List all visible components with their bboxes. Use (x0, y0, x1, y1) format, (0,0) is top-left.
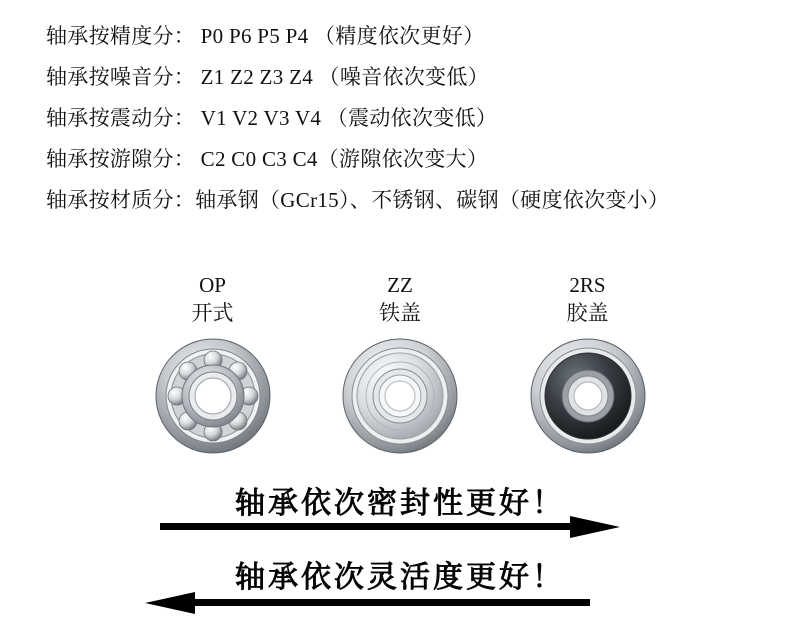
statement-flexibility-text: 轴承依次灵活度更好！ (235, 560, 565, 595)
spec-line-vibration: 轴承按震动分： V1 V2 V3 V4 （震动依次变低） (46, 106, 498, 130)
arrow-left-icon (0, 592, 800, 614)
bearing-figure-row (130, 272, 670, 456)
arrow-right-icon (0, 516, 800, 538)
bearing-figure-open (130, 272, 295, 456)
bearing-name-shielded: 铁盖 (379, 301, 421, 325)
statement-sealing-text: 轴承依次密封性更好！ (235, 486, 565, 521)
rubber-seal-bearing-icon (505, 336, 670, 456)
spec-line-material: 轴承按材质分：轴承钢（GCr15）、不锈钢、碳钢（硬度依次变小） (46, 188, 670, 212)
bearing-code-open: OP (199, 273, 226, 297)
bearing-figure-shielded (318, 272, 483, 456)
bearing-name-sealed: 胶盖 (566, 301, 609, 325)
spec-line-precision: 轴承按精度分： P0 P6 P5 P4 （精度依次更好） (46, 24, 485, 48)
specification-list (46, 16, 766, 221)
spec-line-clearance: 轴承按游隙分： C2 C0 C3 C4（游隙依次变大） (46, 147, 489, 171)
spec-line-noise: 轴承按噪音分： Z1 Z2 Z3 Z4 （噪音依次变低） (46, 65, 489, 89)
bearing-code-shielded: ZZ (387, 273, 413, 297)
bearing-code-sealed: 2RS (569, 273, 606, 297)
bearing-figure-sealed (505, 272, 670, 456)
metal-shield-bearing-icon (318, 336, 483, 456)
open-bearing-icon (130, 336, 295, 456)
statement-flexibility (0, 552, 800, 596)
bearing-name-open: 开式 (191, 301, 234, 325)
